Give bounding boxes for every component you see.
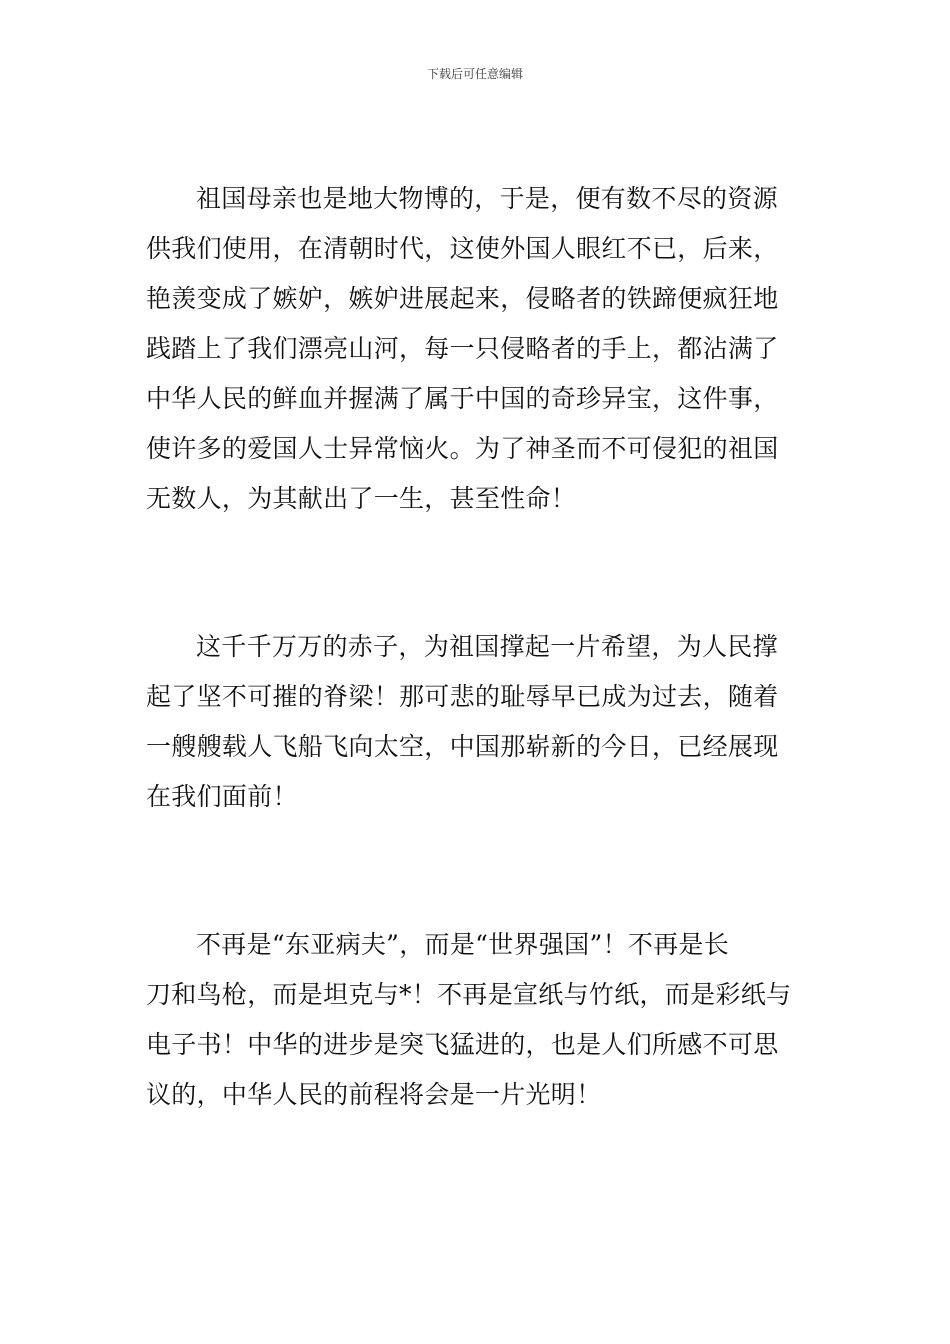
- paragraph-3: 不再是“东亚病夫”，而是“世界强国”！不再是长 刀和鸟枪，而是坦克与*！不再是宣纸与竹纸，而是彩纸与 电子书！中华的进步是突飞猛进的，也是人们所感不可思 议的，中华人民的前程将会是一片光明！: [146, 930, 792, 1109]
- paragraph-2: 这千千万万的赤子，为祖国撑起一片希望，为人民撑 起了坚不可摧的脊梁！那可悲的耻辱早已成为过去，随着 一艘艘载人飞船飞向太空，中国那崭新的今日，已经展现 在我们面前！: [146, 632, 779, 811]
- paragraph-1: 祖国母亲也是地大物博的，于是，便有数不尽的资源 供我们使用，在清朝时代，这使外国人眼红不已，后来， 艳羡变成了嫉妒，嫉妒进展起来，侵略者的铁蹄便疯狂地 践踏上了我们漂亮山河，每一只侵略者的手上，都沾满了 中华人民的鲜血并握满了属于中国的奇珍异宝，这件事， 使许多的爱国人士异常恼火。为了神圣而不可侵犯的祖国 无数人，为其献出了一生，甚至性命！: [146, 184, 779, 513]
- page-header: 下载后可任意编辑: [426, 67, 523, 81]
